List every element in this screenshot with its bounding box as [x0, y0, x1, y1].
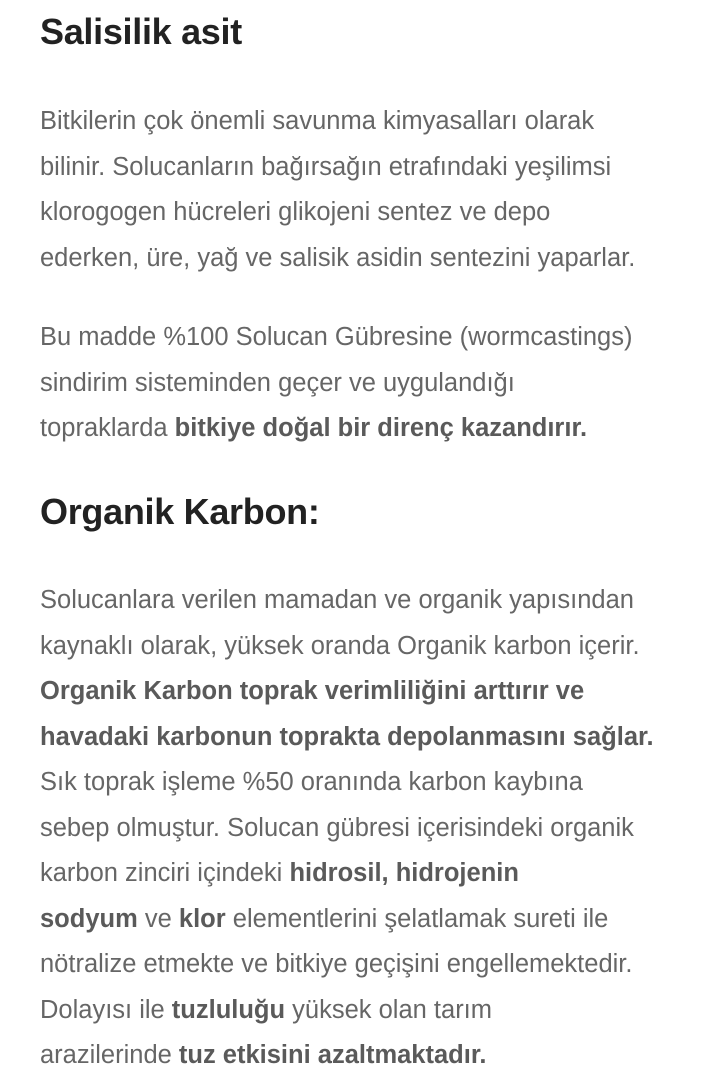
bold-text: klor	[178, 904, 226, 933]
text-line: nötralize etmekte ve bitkiye geçişini engellemektedir.	[40, 950, 633, 978]
bold-text: tuz etkisini azaltmaktadır.	[178, 1041, 487, 1069]
text-line: sindirim sisteminden geçer ve uygulandığı	[40, 368, 515, 397]
plain-text: elementlerini şelatlamak sureti ile	[225, 904, 609, 933]
text-line: Solucanlara verilen mamadan ve organik yapısından	[40, 586, 634, 614]
plain-text: ve	[137, 904, 179, 933]
text-line	[40, 669, 700, 715]
bold-text: hidrosil, hidrojenin	[289, 859, 519, 887]
organik-karbon-paragraph	[40, 578, 700, 1079]
text-line: Bitkilerin çok önemli savunma kimyasalları olarak	[40, 107, 595, 135]
text-line	[40, 1033, 700, 1079]
text-line	[40, 715, 700, 761]
text-line	[40, 851, 700, 897]
text-line	[40, 406, 700, 452]
text-line: ederken, üre, yağ ve salisik asidin sentezini yaparlar.	[40, 243, 636, 272]
text-line	[40, 988, 700, 1034]
text-line: klorogogen hücreleri glikojeni sentez ve depo	[40, 198, 551, 226]
plain-text: karbon zinciri içindeki	[40, 859, 290, 887]
section-heading-organik-karbon: Organik Karbon:	[40, 491, 320, 532]
salisilik-paragraph-1	[40, 99, 700, 281]
text-line: sebep olmuştur. Solucan gübresi içerisindeki organik	[40, 813, 634, 842]
plain-text: topraklarda	[40, 414, 175, 442]
bold-text: bitkiye doğal bir direnç kazandırır.	[174, 414, 588, 442]
bold-text: sodyum	[40, 904, 138, 933]
bold-text: tuzluluğu	[171, 995, 286, 1024]
text-line: kaynaklı olarak, yüksek oranda Organik karbon içerir.	[40, 631, 640, 660]
text-line: bilinir. Solucanların bağırsağın etrafındaki yeşilimsi	[40, 152, 612, 181]
bold-text: havadaki karbonun toprakta depolanmasını sağlar.	[40, 722, 654, 751]
plain-text: arazilerinde	[40, 1041, 179, 1069]
text-line: Sık toprak işleme %50 oranında karbon kaybına	[40, 768, 583, 796]
bold-text: Organik Karbon toprak verimliliğini arttırır ve	[40, 677, 585, 705]
section-heading-salisilik-asit: Salisilik asit	[40, 11, 242, 52]
text-line	[40, 897, 700, 943]
text-line: Bu madde %100 Solucan Gübresine (wormcastings)	[40, 323, 633, 351]
plain-text: Dolayısı ile	[40, 995, 172, 1024]
plain-text: yüksek olan tarım	[285, 995, 493, 1024]
salisilik-paragraph-2	[40, 315, 700, 452]
